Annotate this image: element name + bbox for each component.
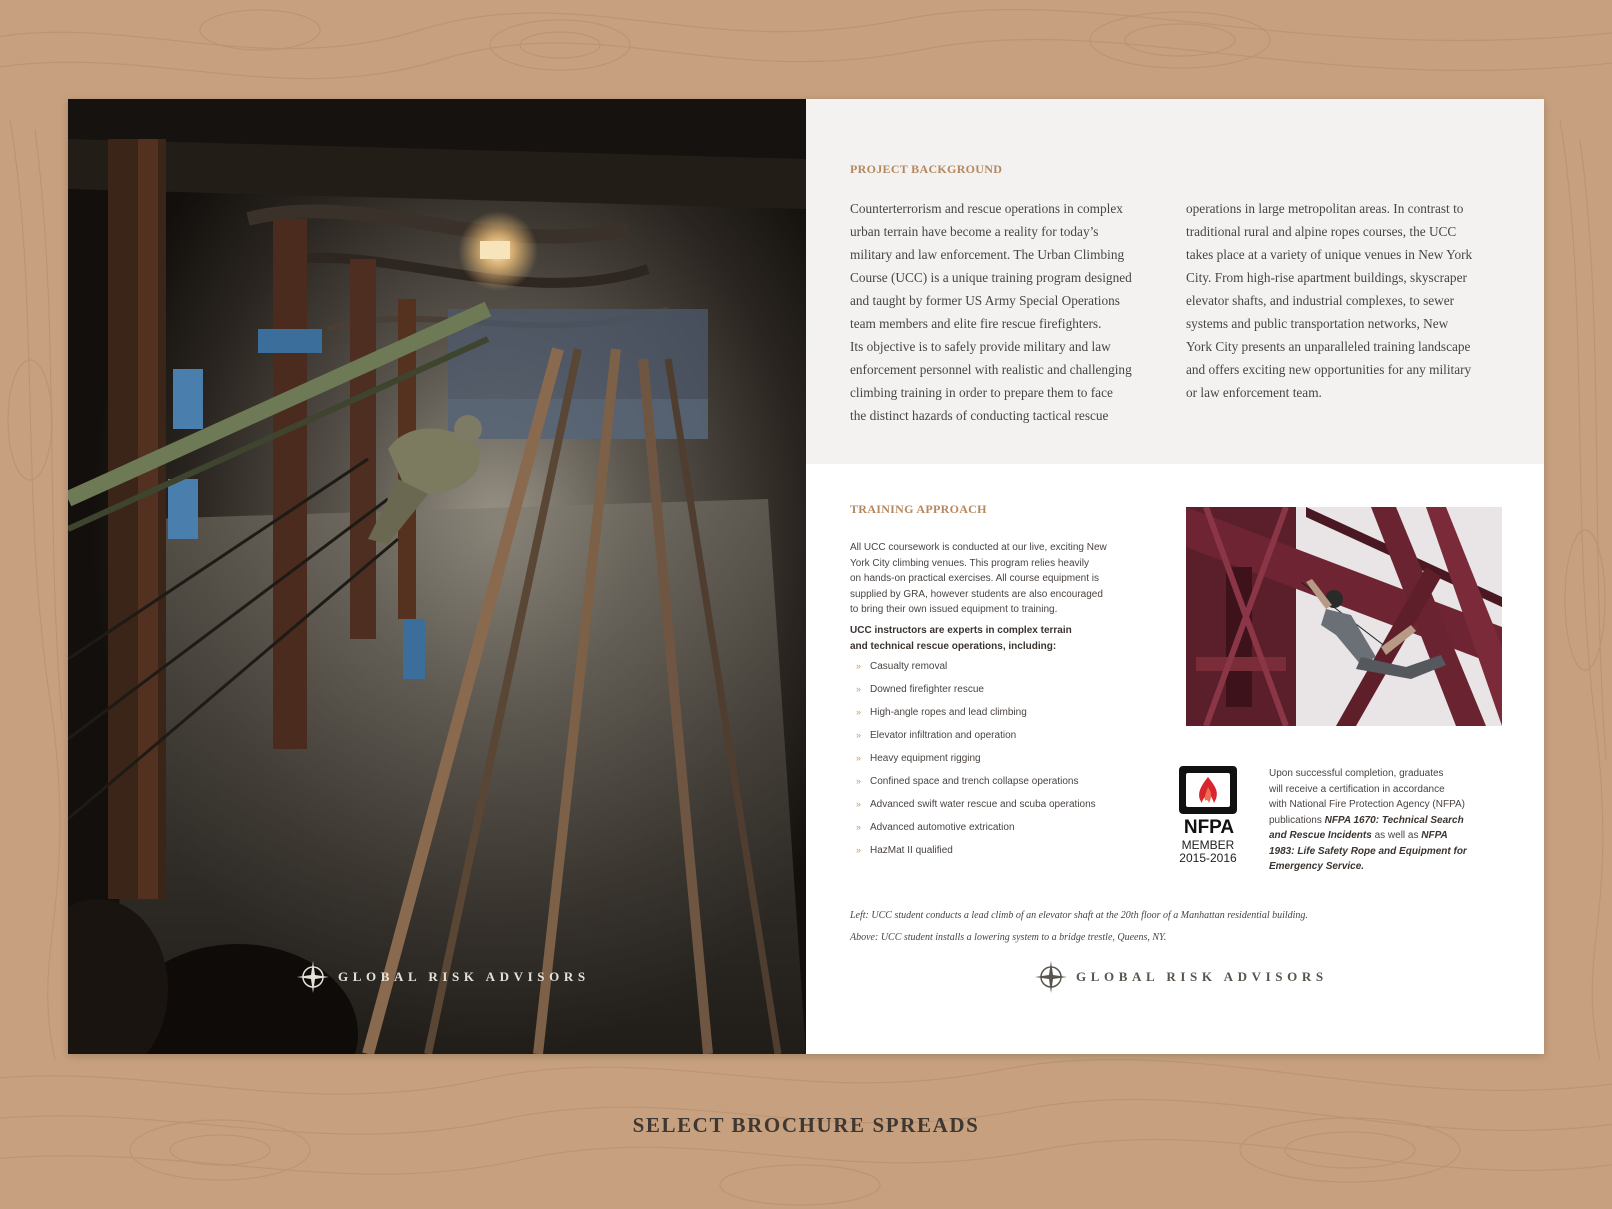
list-item: » High-angle ropes and lead climbing (856, 701, 1096, 724)
logo-wordmark: GLOBAL RISK ADVISORS (338, 969, 590, 984)
right-page-logo (1034, 960, 1328, 994)
bullet-icon: » (856, 753, 862, 763)
bullet-icon: » (856, 730, 862, 740)
project-background-column-1: Counterterrorism and rescue operations in complex urban terrain have become a reality for today’s military and law enforcement. The Urban Climbing Course (UCC) is a unique training program designed and taught by former US Army Special Operations team members and elite fire rescue firefighters. Its objective is to safely provide military and law enforcement personnel with realistic and challenging climbing training in order to prepare them to face the distinct hazards of conducting tactical rescue (850, 201, 1132, 423)
project-background-heading: PROJECT BACKGROUND (850, 162, 1003, 176)
elevator-shaft-photo (68, 99, 806, 1054)
bullet-icon: » (856, 661, 862, 671)
bullet-icon: » (856, 684, 862, 694)
compass-rose-icon (296, 960, 330, 994)
training-approach-list (856, 655, 1096, 862)
list-item: » Advanced swift water rescue and scuba operations (856, 793, 1096, 816)
training-approach-lead: UCC instructors are experts in complex terrain and technical rescue operations, including: (850, 625, 1072, 652)
list-item: » Elevator infiltration and operation (856, 724, 1096, 747)
list-item: » HazMat II qualified (856, 839, 1096, 862)
list-item: » Casualty removal (856, 655, 1096, 678)
right-page (806, 99, 1544, 1054)
list-item: » Heavy equipment rigging (856, 747, 1096, 770)
bullet-icon: » (856, 799, 862, 809)
caption-above: Above: UCC student installs a lowering system to a bridge trestle, Queens, NY. (850, 932, 1167, 943)
list-item: » Confined space and trench collapse operations (856, 770, 1096, 793)
caption-left: Left: UCC student conducts a lead climb of an elevator shaft at the 20th floor of a Manhattan residential building. (850, 910, 1308, 921)
nfpa-member-label: MEMBER 2015-2016 (1179, 838, 1237, 865)
bullet-icon: » (856, 776, 862, 786)
list-item: » Advanced automotive extrication (856, 816, 1096, 839)
training-approach-heading: TRAINING APPROACH (850, 502, 987, 516)
bridge-trestle-photo (1186, 507, 1502, 726)
logo-wordmark: GLOBAL RISK ADVISORS (1076, 969, 1328, 984)
training-approach-intro: All UCC coursework is conducted at our live, exciting New York City climbing venues. This program relies heavily on hands-on practical exercises. All course equipment is supplied by GRA, however students are also encouraged to bring their own issued equipment to training. (850, 542, 1107, 615)
nfpa-logo-text: NFPA (1183, 817, 1235, 838)
left-page (68, 99, 806, 1054)
left-page-logo (296, 960, 590, 994)
bullet-icon: » (856, 707, 862, 717)
bullet-icon: » (856, 845, 862, 855)
project-background-column-2: operations in large metropolitan areas. In contrast to traditional rural and alpine ropes courses, the UCC takes place at a variety of unique venues in New York City. From high-rise apartment buildings, skyscraper elevator shafts, and industrial complexes, to sewer systems and public transportation networks, New York City presents an unparalleled training landscape and offers exciting new opportunities for any military or law enforcement team. (1186, 201, 1473, 400)
compass-rose-icon (1034, 960, 1068, 994)
certification-text: Upon successful completion, graduates will receive a certification in accordance with National Fire Protection Agency (NFPA) publications NFPA 1670: Technical Search and Rescue Incidents as well as NFPA 1983: Life Safety Rope and Equipment for Emergency Service. (1269, 768, 1467, 872)
page-title: SELECT BROCHURE SPREADS (632, 1113, 980, 1137)
brochure-spread (68, 99, 1544, 1054)
bullet-icon: » (856, 822, 862, 832)
list-item: » Downed firefighter rescue (856, 678, 1096, 701)
